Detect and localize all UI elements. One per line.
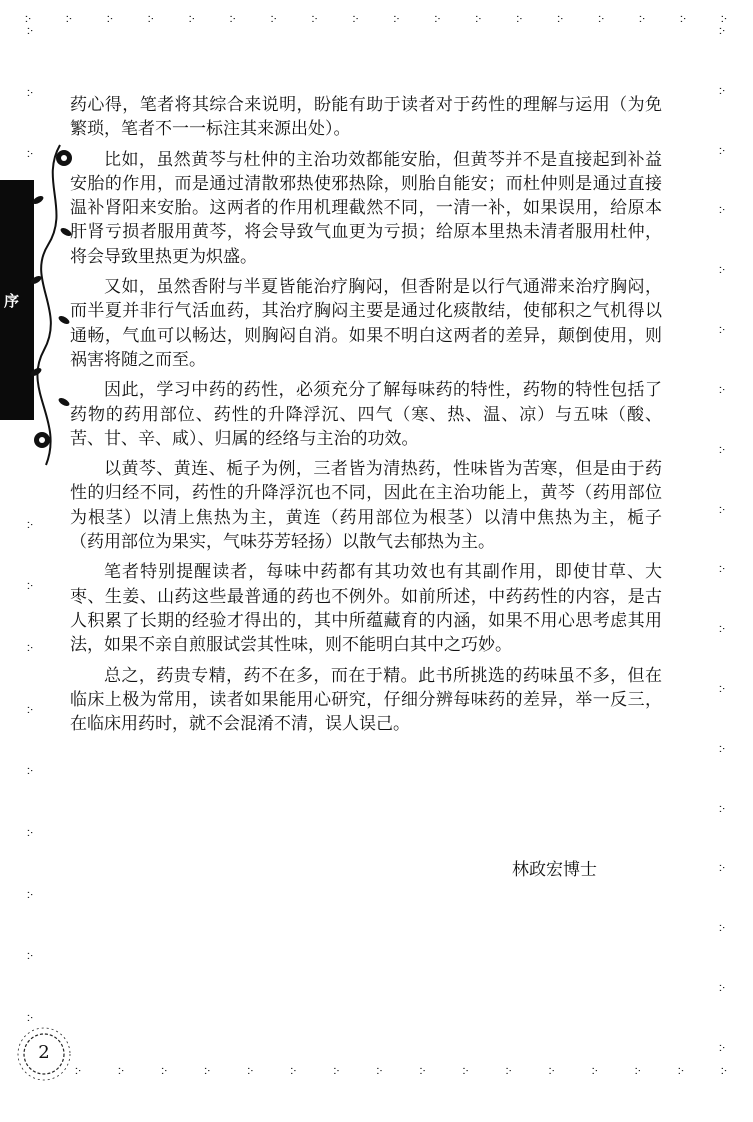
right-ornament-border [714, 24, 730, 1054]
paragraph: 比如，虽然黄芩与杜仲的主治功效都能安胎，但黄芩并不是直接起到补益安胎的作用，而是通过清散邪热使邪热除，则胎自能安；而杜仲则是通过直接温补肾阳来安胎。这两者的作用机理截然不同，一清一补，如果误用，给原本肝肾亏损者服用黄芩，将会导致气血更为亏损；给原本里热未清者服用杜仲，将会导致里热更为炽盛。 [70, 149, 662, 267]
ornament-icon: ჻ [27, 639, 33, 655]
ornament-icon: ჻ [598, 11, 605, 26]
ornament-icon: ჻ [719, 23, 725, 38]
paragraph: 笔者特别提醒读者，每味中药都有其功效也有其副作用，即使甘草、大枣、生姜、山药这些最普通的药也不例外。如前所述，中药药性的内容，是古人积累了长期的经验才得出的，其中所蕴藏育的内涵，如果不用心思考虑其用法，如果不亲自煎服试尝其性味，则不能明白其中之巧妙。 [70, 562, 662, 656]
ornament-icon: ჻ [719, 561, 725, 577]
ornament-icon: ჻ [719, 322, 725, 338]
author-signature: 林政宏博士 [512, 860, 597, 880]
ornament-icon: ჻ [27, 886, 33, 902]
ornament-icon: ჻ [27, 948, 33, 964]
ornament-icon: ჻ [719, 202, 725, 218]
ornament-icon: ჻ [229, 11, 236, 26]
ornament-icon: ჻ [721, 1063, 727, 1078]
ornament-icon: ჻ [66, 11, 72, 26]
paragraph: 因此，学习中药的药性，必须充分了解每味药的特性，药物的特性包括了药物的药用部位、药性的升降浮沉、四气（寒、热、温、凉）与五味（酸、苦、甘、辛、咸）、归属的经络与主治的功效。 [70, 380, 662, 449]
ornament-icon: ჻ [505, 1063, 512, 1078]
ornament-icon: ჻ [27, 824, 33, 840]
ornament-icon: ჻ [204, 1063, 211, 1078]
ornament-icon: ჻ [188, 11, 195, 26]
bottom-ornament-border [70, 1064, 732, 1077]
ornament-icon: ჻ [634, 1063, 641, 1078]
ornament-icon: ჻ [311, 11, 318, 26]
ornament-icon: ჻ [25, 11, 31, 26]
ornament-icon: ჻ [27, 763, 33, 779]
ornament-icon: ჻ [393, 11, 400, 26]
ornament-icon: ჻ [27, 1010, 33, 1025]
ornament-icon: ჻ [27, 516, 33, 532]
ornament-icon: ჻ [27, 578, 33, 594]
ornament-icon: ჻ [719, 860, 725, 876]
ornament-icon: ჻ [247, 1063, 254, 1078]
section-tab-label: 序 [4, 292, 20, 310]
ornament-icon: ჻ [516, 11, 523, 26]
ornament-icon: ჻ [27, 84, 33, 100]
ornament-icon: ჻ [719, 800, 725, 816]
ornament-icon: ჻ [27, 146, 33, 162]
ornament-icon: ჻ [557, 11, 564, 26]
ornament-icon: ჻ [75, 1063, 81, 1078]
ornament-icon: ჻ [462, 1063, 469, 1078]
ornament-icon: ჻ [639, 11, 645, 26]
ornament-icon: ჻ [719, 501, 725, 517]
ornament-icon: ჻ [419, 1063, 426, 1078]
ornament-icon: ჻ [719, 680, 725, 696]
ornament-icon: ჻ [719, 381, 725, 397]
ornament-icon: ჻ [719, 1039, 725, 1055]
ornament-icon: ჻ [352, 11, 359, 26]
ornament-icon: ჻ [376, 1063, 383, 1078]
ornament-icon: ჻ [434, 11, 441, 26]
ornament-icon: ჻ [333, 1063, 340, 1078]
ornament-icon: ჻ [270, 11, 277, 26]
ornament-icon: ჻ [719, 142, 725, 158]
ornament-icon: ჻ [591, 1063, 598, 1078]
ornament-icon: ჻ [290, 1063, 297, 1078]
ornament-icon: ჻ [719, 82, 725, 98]
preface-body [70, 93, 662, 742]
ornament-icon: ჻ [147, 11, 154, 26]
ornament-icon: ჻ [548, 1063, 555, 1078]
ornament-icon: ჻ [118, 1063, 124, 1078]
page-number: 2 [38, 1042, 50, 1063]
ornament-icon: ჻ [719, 920, 725, 936]
ornament-icon: ჻ [161, 1063, 168, 1078]
ornament-icon: ჻ [27, 23, 33, 38]
ornament-icon: ჻ [719, 740, 725, 756]
ornament-icon: ჻ [475, 11, 482, 26]
ornament-icon: ჻ [719, 621, 725, 637]
paragraph: 以黄芩、黄连、栀子为例，三者皆为清热药，性味皆为苦寒，但是由于药性的归经不同，药性的升降浮沉也不同，因此在主治功能上，黄芩（药用部位为根茎）以清上焦热为主，黄连（药用部位为根茎）以清中焦热为主，栀子（药用部位为果实，气味芬芳轻扬）以散气去郁热为主。 [70, 459, 662, 553]
ornament-icon: ჻ [27, 701, 33, 717]
ornament-icon: ჻ [719, 262, 725, 278]
ornament-icon: ჻ [106, 11, 113, 26]
paragraph: 药心得，笔者将其综合来说明，盼能有助于读者对于药性的理解与运用（为免繁琐，笔者不一一标注其来源出处）。 [70, 95, 662, 140]
top-ornament-border [20, 12, 732, 25]
ornament-icon: ჻ [719, 980, 725, 995]
ornament-icon: ჻ [677, 1063, 684, 1078]
ornament-icon: ჻ [721, 11, 727, 26]
ornament-icon: ჻ [719, 441, 725, 457]
ornament-icon: ჻ [680, 11, 686, 26]
paragraph: 又如，虽然香附与半夏皆能治疗胸闷，但香附是以行气通滞来治疗胸闷，而半夏并非行气活血药，其治疗胸闷主要是通过化痰散结，使郁积之气机得以通畅，气血可以畅达，则胸闷自消。如果不明白这两者的差异，颠倒使用，则祸害将随之而至。 [70, 277, 662, 370]
paragraph: 总之，药贵专精，药不在多，而在于精。此书所挑选的药味虽不多，但在临床上极为常用，读者如果能用心研究，仔细分辨每味药的差异，举一反三，在临床用药时，就不会混淆不清，误人误己。 [70, 665, 662, 735]
